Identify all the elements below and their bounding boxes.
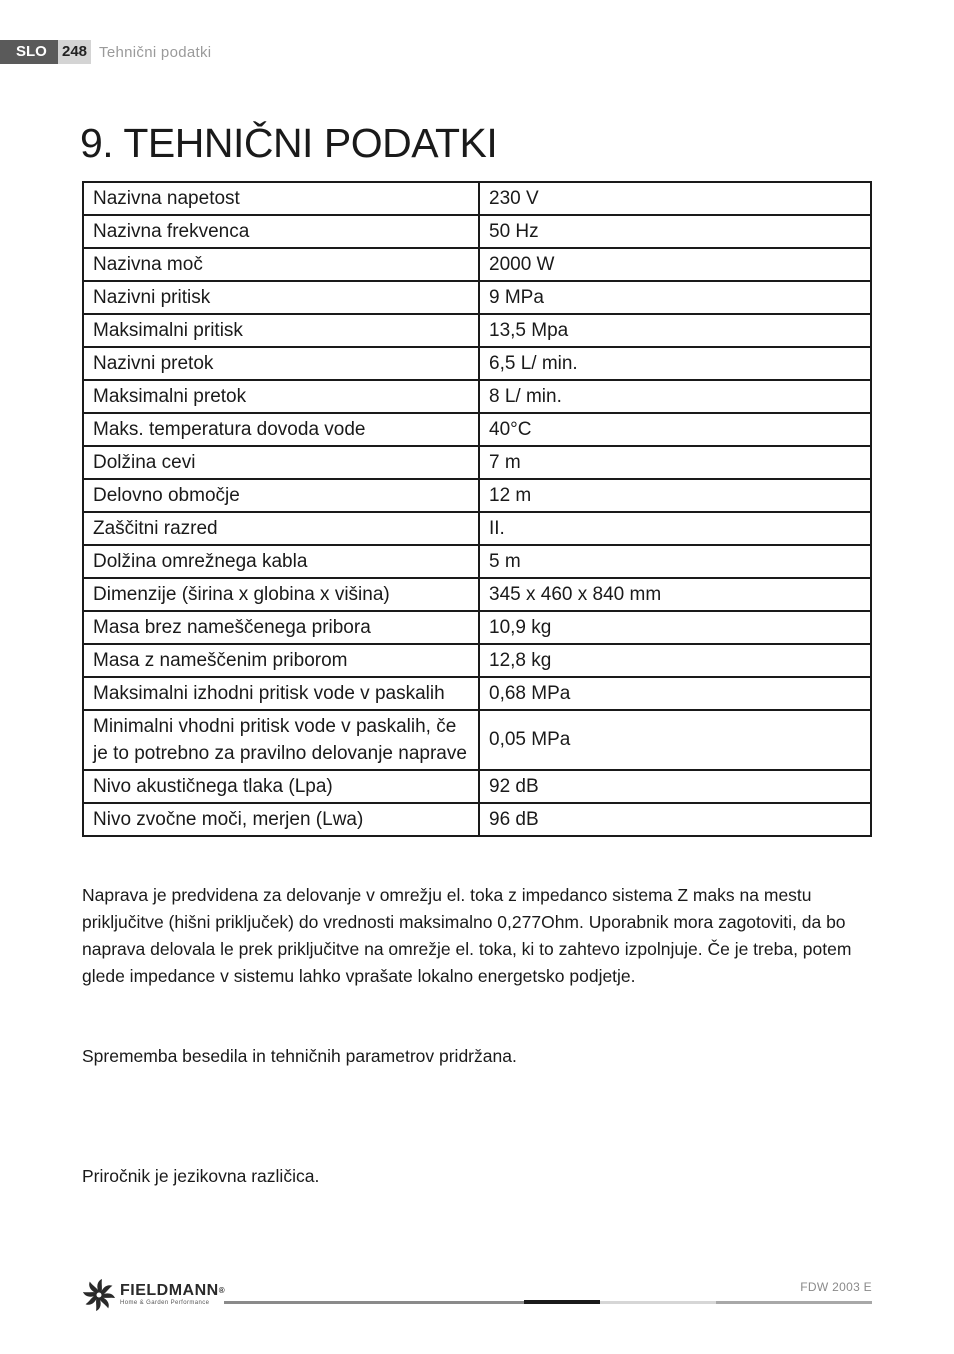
spec-label: Nazivna moč (83, 248, 479, 281)
spec-value: 230 V (479, 182, 871, 215)
spec-value: 10,9 kg (479, 611, 871, 644)
table-row (83, 446, 871, 479)
spec-label: Maksimalni izhodni pritisk vode v paskalih (83, 677, 479, 710)
language-note: Priročnik je jezikovna različica. (82, 1166, 320, 1186)
table-row (83, 182, 871, 215)
spec-value: 7 m (479, 446, 871, 479)
table-row (83, 644, 871, 677)
spec-value: 9 MPa (479, 281, 871, 314)
spec-value: 92 dB (479, 770, 871, 803)
spec-value: 0,68 MPa (479, 677, 871, 710)
spec-label: Dimenzije (širina x globina x višina) (83, 578, 479, 611)
spec-value: 40°C (479, 413, 871, 446)
table-row (83, 380, 871, 413)
spec-table (82, 181, 872, 837)
spec-label: Maksimalni pretok (83, 380, 479, 413)
spec-value: 5 m (479, 545, 871, 578)
spec-label: Zaščitni razred (83, 512, 479, 545)
table-row (83, 677, 871, 710)
table-row (83, 347, 871, 380)
spec-label: Masa z nameščenim priborom (83, 644, 479, 677)
page-title: 9. TEHNIČNI PODATKI (80, 120, 498, 166)
spec-label: Masa brez nameščenega pribora (83, 611, 479, 644)
spec-value: II. (479, 512, 871, 545)
table-row (83, 248, 871, 281)
spec-label: Nazivni pritisk (83, 281, 479, 314)
footer-bar-gray-right (716, 1301, 872, 1304)
spec-value: 0,05 MPa (479, 710, 871, 770)
table-row (83, 710, 871, 770)
table-row (83, 545, 871, 578)
table-row (83, 770, 871, 803)
table-row (83, 578, 871, 611)
table-row (83, 803, 871, 836)
spec-value: 6,5 L/ min. (479, 347, 871, 380)
spec-label: Dolžina cevi (83, 446, 479, 479)
spec-label: Nazivna napetost (83, 182, 479, 215)
footer-bar-gray (224, 1301, 524, 1304)
spec-label: Maks. temperatura dovoda vode (83, 413, 479, 446)
spec-value: 13,5 Mpa (479, 314, 871, 347)
table-row (83, 215, 871, 248)
spec-label: Nazivni pretok (83, 347, 479, 380)
fan-blade-icon (82, 1278, 116, 1312)
table-row (83, 413, 871, 446)
table-row (83, 611, 871, 644)
brand-name: FIELDMANN® (120, 1282, 226, 1299)
brand-tagline: Home & Garden Performance (120, 1300, 210, 1306)
spec-label: Nazivna frekvenca (83, 215, 479, 248)
spec-value: 50 Hz (479, 215, 871, 248)
brand-logo (82, 1278, 225, 1312)
spec-label: Maksimalni pritisk (83, 314, 479, 347)
table-row (83, 281, 871, 314)
spec-value: 96 dB (479, 803, 871, 836)
page-header (0, 40, 211, 64)
page-number: 248 (58, 40, 91, 64)
spec-label: Nivo zvočne moči, merjen (Lwa) (83, 803, 479, 836)
spec-value: 12,8 kg (479, 644, 871, 677)
section-name: Tehnični podatki (99, 43, 212, 61)
footer-bar-light (600, 1301, 716, 1304)
spec-value: 345 x 460 x 840 mm (479, 578, 871, 611)
spec-value: 12 m (479, 479, 871, 512)
spec-label: Nivo akustičnega tlaka (Lpa) (83, 770, 479, 803)
table-row (83, 314, 871, 347)
page-footer (82, 1278, 872, 1314)
spec-label: Dolžina omrežnega kabla (83, 545, 479, 578)
table-row (83, 512, 871, 545)
changes-note: Sprememba besedila in tehničnih parametrov pridržana. (82, 1046, 517, 1066)
language-badge: SLO (0, 40, 58, 64)
impedance-note: Naprava je predvidena za delovanje v omrežju el. toka z impedanco sistema Z maks na mestu priključitve (hišni priključek) do vrednosti maksimalno 0,277Ohm. Uporabnik mora zagotoviti, da bo naprava delovala le prek priključitve na omrežje el. toka, ki to zahtevo izpolnjuje. Če je treba, potem glede impedance v sistemu lahko vprašate lokalno energetsko podjetje. (82, 885, 852, 986)
spec-label: Minimalni vhodni pritisk vode v paskalih, če je to potrebno za pravilno delovanje naprave (83, 710, 479, 770)
model-number: FDW 2003 E (800, 1280, 872, 1294)
spec-value: 2000 W (479, 248, 871, 281)
footer-bar-dark (524, 1300, 600, 1304)
spec-value: 8 L/ min. (479, 380, 871, 413)
spec-label: Delovno območje (83, 479, 479, 512)
table-row (83, 479, 871, 512)
